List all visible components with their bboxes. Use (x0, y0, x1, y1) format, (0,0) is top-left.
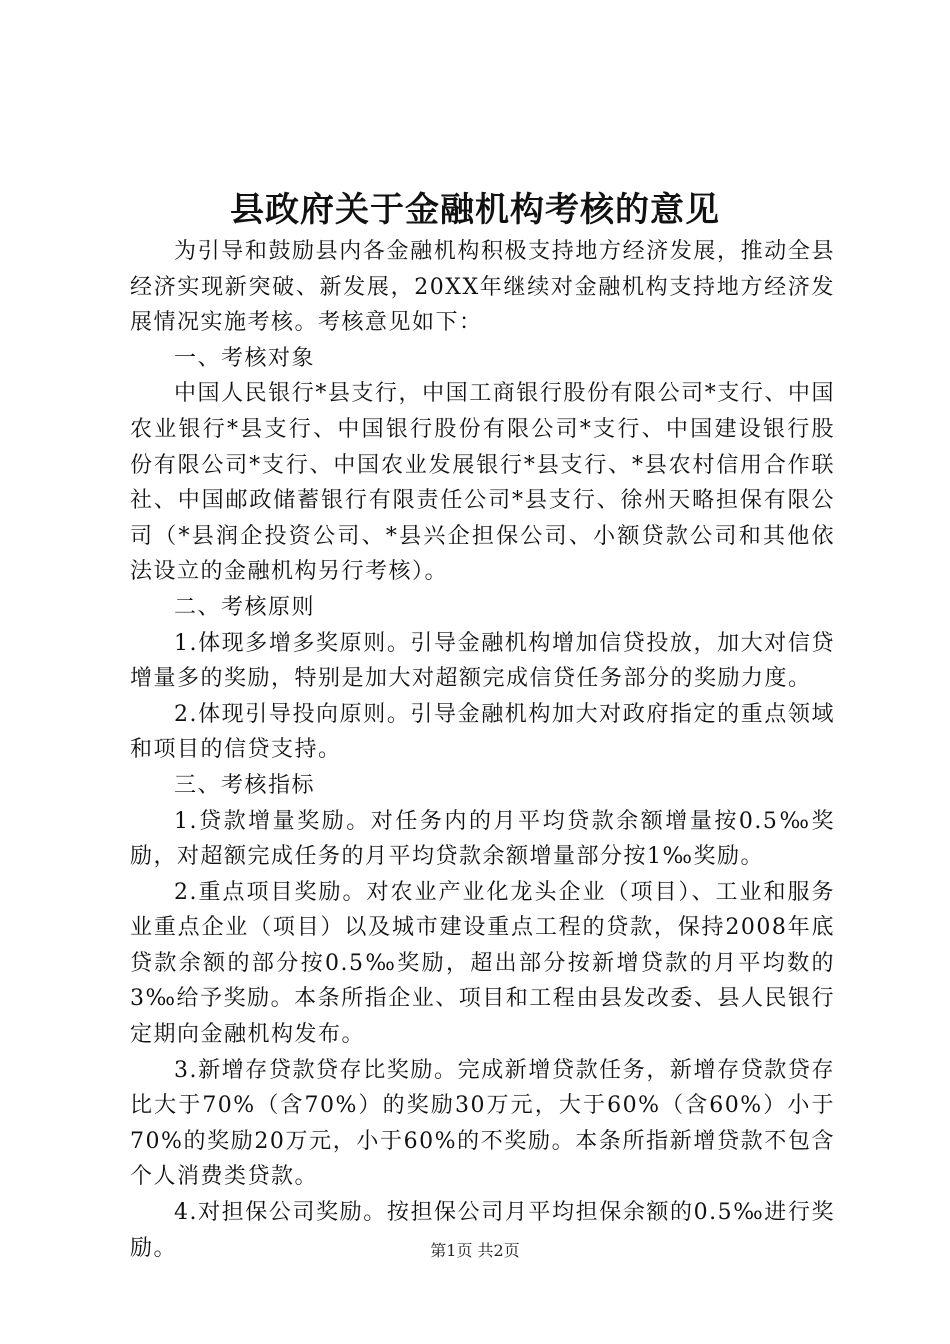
indicator-item-1: 1.贷款增量奖励。对任务内的月平均贷款余额增量按0.5‰奖励，对超额完成任务的月平均贷款余额增量部分按1‰奖励。 (130, 808, 835, 870)
intro-paragraph: 为引导和鼓励县内各金融机构积极支持地方经济发展，推动全县经济实现新突破、新发展，20XX年继续对金融机构支持地方经济发展情况实施考核。考核意见如下： (130, 239, 835, 336)
assessment-targets-paragraph: 中国人民银行*县支行，中国工商银行股份有限公司*支行、中国农业银行*县支行、中国银行股份有限公司*支行、中国建设银行股份有限公司*支行、中国农业发展银行*县支行、*县农村信用合作联社、中国邮政储蓄银行有限责任公司*县支行、徐州天略担保有限公司（*县润企投资公司、*县兴企担保公司、小额贷款公司和其他依法设立的金融机构另行考核）。 (130, 381, 835, 585)
section-heading-assessment-principles: 二、考核原则 (174, 594, 316, 620)
page-footer: 第1页 共2页 (430, 1241, 520, 1260)
indicator-item-4: 4.对担保公司奖励。按担保公司月平均担保余额的0.5‰进行奖励。 (130, 1200, 835, 1261)
principle-item-2: 2.体现引导投向原则。引导金融机构加大对政府指定的重点领域和项目的信贷支持。 (130, 701, 835, 763)
section-heading-assessment-indicators: 三、考核指标 (174, 772, 316, 798)
indicator-item-2: 2.重点项目奖励。对农业产业化龙头企业（项目）、工业和服务业重点企业（项目）以及城市建设重点工程的贷款，保持2008年底贷款余额的部分按0.5‰奖励，超出部分按新增贷款的月平均数的3‰给予奖励。本条所指企业、项目和工程由县发改委、县人民银行定期向金融机构发布。 (130, 879, 835, 1048)
section-heading-assessment-targets: 一、考核对象 (174, 345, 316, 371)
document-body (130, 234, 835, 1266)
indicator-item-3: 3.新增存贷款贷存比奖励。完成新增贷款任务，新增存贷款贷存比大于70%（含70%）的奖励30万元，大于60%（含60%）小于70%的奖励20万元，小于60%的不奖励。本条所指新增贷款不包含个人消费类贷款。 (130, 1057, 835, 1190)
principle-item-1: 1.体现多增多奖原则。引导金融机构增加信贷投放，加大对信贷增量多的奖励，特别是加大对超额完成信贷任务部分的奖励力度。 (130, 630, 835, 692)
document-title: 县政府关于金融机构考核的意见 (230, 190, 720, 230)
